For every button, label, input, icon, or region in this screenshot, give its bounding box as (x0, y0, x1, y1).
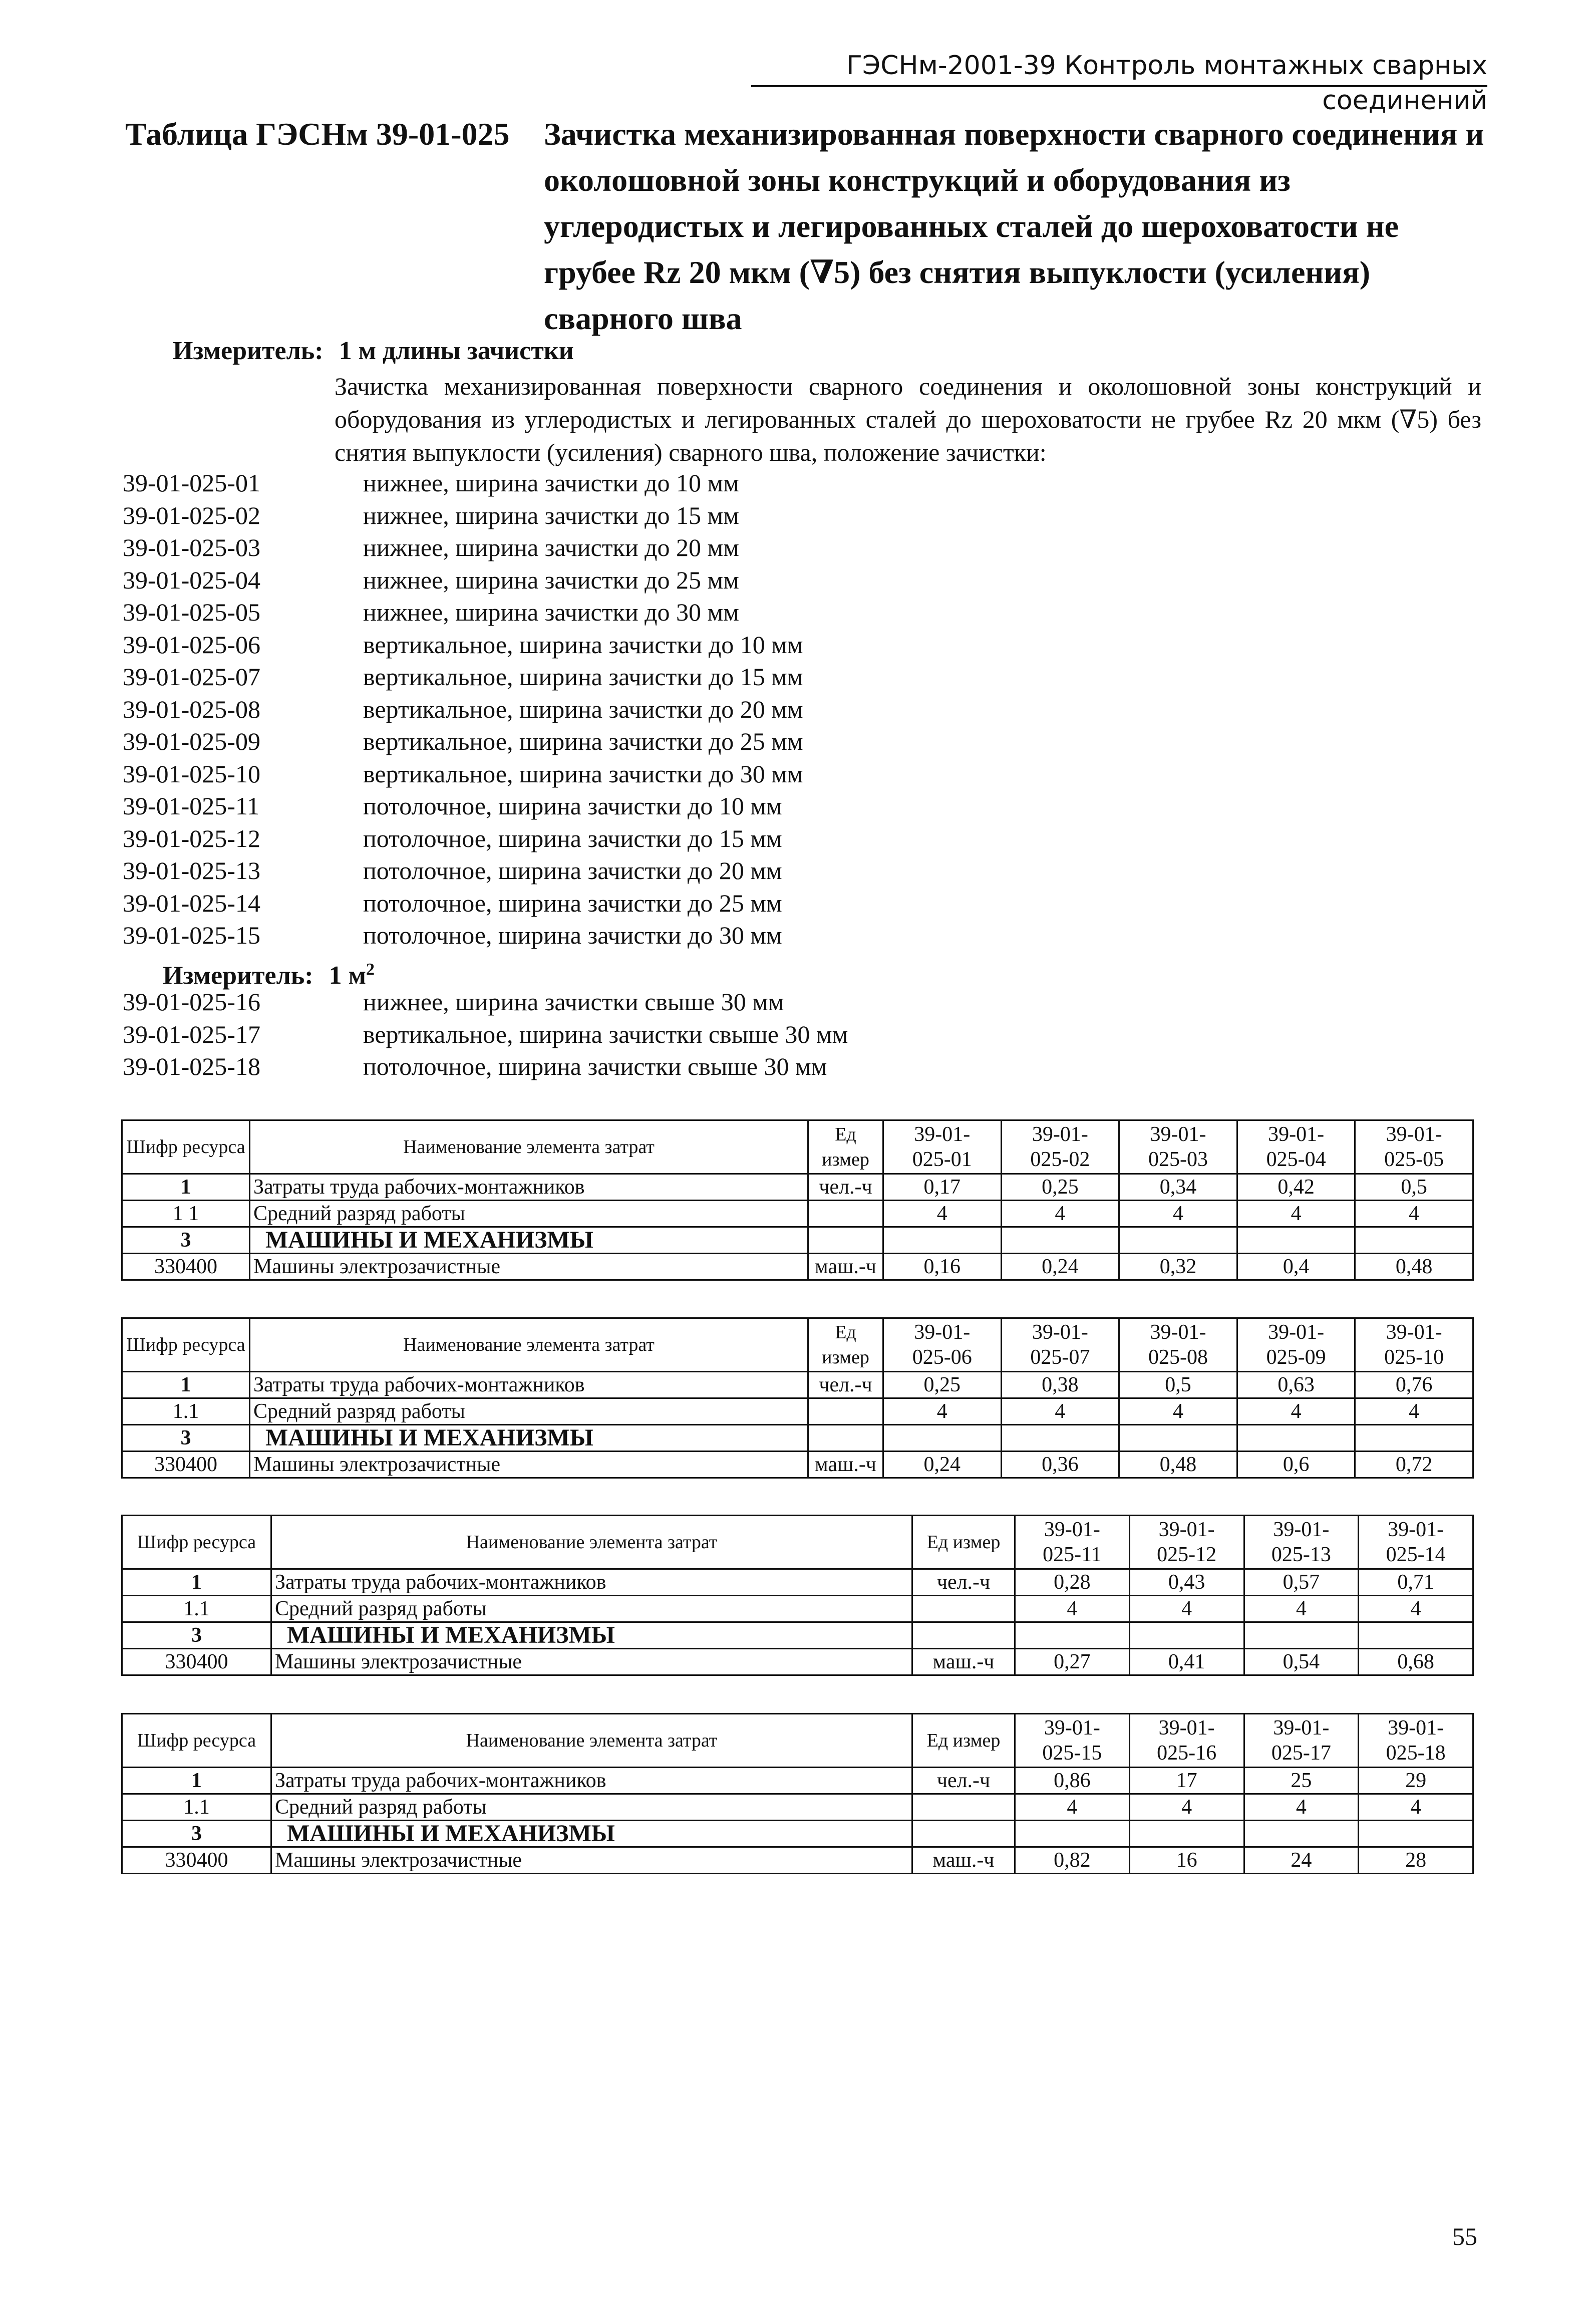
table-header-row (122, 1120, 1473, 1174)
code-number: 39-01-025-16 (123, 988, 260, 1016)
code-number: 39-01-025-15 (123, 921, 260, 949)
value-cell: 0,41 (1129, 1649, 1244, 1675)
header-unit: Ед измер (912, 1516, 1015, 1569)
code-number: 39-01-025-14 (123, 889, 260, 917)
code-number: 39-01-025-18 (123, 1052, 260, 1080)
table-row (122, 1622, 1473, 1649)
table-row (122, 1847, 1473, 1874)
cost-element-name: Средний разряд работы (250, 1398, 808, 1425)
unit-cell: маш.-ч (808, 1254, 883, 1280)
resource-code: 3 (122, 1622, 271, 1649)
value-cell (1355, 1425, 1473, 1452)
unit-cell (808, 1425, 883, 1452)
value-cell: 0,54 (1244, 1649, 1359, 1675)
header-resource-code: Шифр ресурса (122, 1516, 271, 1569)
value-cell: 4 (1355, 1398, 1473, 1425)
value-cell: 0,34 (1119, 1174, 1237, 1201)
unit-cell: маш.-ч (808, 1452, 883, 1478)
value-cell (1355, 1227, 1473, 1254)
table-header-row (122, 1714, 1473, 1768)
value-cell (883, 1425, 1002, 1452)
resource-code: 1.1 (122, 1794, 271, 1821)
measure-label: Измеритель: (173, 337, 324, 365)
table-row (122, 1398, 1473, 1425)
header-norm-code: 39-01- 025-12 (1129, 1516, 1244, 1569)
header-norm-code: 39-01- 025-09 (1237, 1318, 1355, 1372)
measure-label: Измеритель: (163, 961, 313, 990)
title-prefix: Таблица ГЭСНм 39-01-025 (125, 116, 510, 152)
code-list-2 (123, 986, 1525, 1083)
code-description: нижнее, ширина зачистки свыше 30 мм (363, 988, 784, 1016)
value-cell: 4 (1015, 1596, 1130, 1622)
value-cell: 0,82 (1015, 1847, 1130, 1874)
header-norm-code: 39-01- 025-18 (1359, 1714, 1473, 1768)
code-description: потолочное, ширина зачистки свыше 30 мм (363, 1052, 827, 1080)
code-number: 39-01-025-04 (123, 565, 260, 594)
header-norm-code: 39-01- 025-13 (1244, 1516, 1359, 1569)
value-cell: 0,36 (1001, 1452, 1119, 1478)
value-cell: 0,27 (1015, 1649, 1130, 1675)
intro-paragraph: Зачистка механизированная поверхности сварного соединения и околошовной зоны конструкций и оборудования из углеродистых и легированных сталей до шероховатости не грубее Rz 20 мкм (∇5) без снятия выпуклости (усиления) сварного шва, положение зачистки: (335, 372, 1481, 466)
value-cell: 0,24 (883, 1452, 1002, 1478)
value-cell: 0,5 (1119, 1372, 1237, 1398)
cost-element-name: Машины электрозачистные (250, 1254, 808, 1280)
code-row (123, 725, 1525, 758)
code-description: вертикальное, ширина зачистки свыше 30 мм (363, 1020, 848, 1048)
resource-table (121, 1317, 1474, 1479)
value-cell (1244, 1821, 1359, 1847)
table-row (122, 1254, 1473, 1280)
header-unit: Ед измер (808, 1120, 883, 1174)
value-cell (1015, 1622, 1130, 1649)
resource-code: 3 (122, 1425, 250, 1452)
measure-unit-1 (173, 335, 574, 368)
cost-element-name: Средний разряд работы (271, 1794, 912, 1821)
value-cell: 4 (1015, 1794, 1130, 1821)
unit-cell (912, 1596, 1015, 1622)
code-row (123, 758, 1525, 790)
unit-cell: чел.-ч (808, 1174, 883, 1201)
cost-element-name: Затраты труда рабочих-монтажников (271, 1569, 912, 1596)
resource-code: 1 (122, 1174, 250, 1201)
unit-cell: чел.-ч (808, 1372, 883, 1398)
code-description: потолочное, ширина зачистки до 10 мм (363, 792, 782, 820)
value-cell: 0,43 (1129, 1569, 1244, 1596)
code-row (123, 986, 1525, 1018)
code-number: 39-01-025-12 (123, 824, 260, 852)
value-cell: 4 (1119, 1398, 1237, 1425)
code-list (123, 467, 1525, 952)
value-cell: 0,28 (1015, 1569, 1130, 1596)
cost-element-name: МАШИНЫ И МЕХАНИЗМЫ (250, 1227, 808, 1254)
resource-table (121, 1515, 1474, 1676)
code-description: нижнее, ширина зачистки до 30 мм (363, 598, 739, 626)
value-cell: 28 (1359, 1847, 1473, 1874)
resource-code: 1 1 (122, 1201, 250, 1227)
page-number: 55 (1452, 2222, 1477, 2250)
value-cell (1359, 1821, 1473, 1847)
code-number: 39-01-025-06 (123, 630, 260, 659)
header-norm-code: 39-01- 025-03 (1119, 1120, 1237, 1174)
value-cell: 4 (1244, 1794, 1359, 1821)
cost-element-name: Затраты труда рабочих-монтажников (271, 1768, 912, 1794)
unit-cell (808, 1227, 883, 1254)
table-row (122, 1569, 1473, 1596)
code-row (123, 467, 1525, 499)
table-header-row (122, 1318, 1473, 1372)
value-cell: 4 (1001, 1201, 1119, 1227)
title-text: Зачистка механизированная поверхности сварного соединения и околошовной зоны конструкций и оборудования из углеродистых и легированных сталей до шероховатости не грубее Rz 20 мкм (∇5) без снятия выпуклости (усиления) сварного шва (544, 116, 1484, 336)
header-norm-code: 39-01- 025-10 (1355, 1318, 1473, 1372)
cost-element-name: Средний разряд работы (250, 1201, 808, 1227)
code-description: потолочное, ширина зачистки до 15 мм (363, 824, 782, 852)
table-row (122, 1768, 1473, 1794)
value-cell (1119, 1227, 1237, 1254)
value-cell: 0,16 (883, 1254, 1002, 1280)
code-number: 39-01-025-01 (123, 469, 260, 497)
code-row (123, 596, 1525, 629)
table-row (122, 1794, 1473, 1821)
resource-code: 1.1 (122, 1596, 271, 1622)
header-norm-code: 39-01- 025-05 (1355, 1120, 1473, 1174)
code-row (123, 1050, 1525, 1083)
value-cell: 4 (1359, 1794, 1473, 1821)
unit-cell (912, 1821, 1015, 1847)
value-cell (1001, 1425, 1119, 1452)
value-cell: 0,57 (1244, 1569, 1359, 1596)
table-row (122, 1174, 1473, 1201)
value-cell: 0,48 (1119, 1452, 1237, 1478)
value-cell: 0,42 (1237, 1174, 1355, 1201)
value-cell: 0,25 (883, 1372, 1002, 1398)
value-cell: 4 (1237, 1201, 1355, 1227)
value-cell: 17 (1129, 1768, 1244, 1794)
resource-code: 330400 (122, 1452, 250, 1478)
code-number: 39-01-025-13 (123, 856, 260, 885)
value-cell: 0,68 (1359, 1649, 1473, 1675)
value-cell: 0,86 (1015, 1768, 1130, 1794)
cost-element-name: Машины электрозачистные (271, 1649, 912, 1675)
value-cell: 4 (1129, 1596, 1244, 1622)
code-row (123, 564, 1525, 597)
code-number: 39-01-025-11 (123, 792, 260, 820)
value-cell: 4 (883, 1201, 1002, 1227)
value-cell: 29 (1359, 1768, 1473, 1794)
header-unit: Ед измер (912, 1714, 1015, 1768)
table-row (122, 1596, 1473, 1622)
resource-code: 330400 (122, 1254, 250, 1280)
value-cell: 0,76 (1355, 1372, 1473, 1398)
measure-value: 1 м длины зачистки (339, 337, 574, 365)
code-description: вертикальное, ширина зачистки до 25 мм (363, 727, 803, 755)
value-cell: 0,32 (1119, 1254, 1237, 1280)
value-cell (1129, 1821, 1244, 1847)
value-cell (1237, 1425, 1355, 1452)
code-row (123, 693, 1525, 726)
code-description: вертикальное, ширина зачистки до 30 мм (363, 759, 803, 788)
header-norm-code: 39-01- 025-15 (1015, 1714, 1130, 1768)
measure-value: 1 м (329, 961, 367, 990)
value-cell: 4 (1001, 1398, 1119, 1425)
value-cell: 0,5 (1355, 1174, 1473, 1201)
code-row (123, 1018, 1525, 1051)
header-resource-code: Шифр ресурса (122, 1318, 250, 1372)
value-cell: 0,63 (1237, 1372, 1355, 1398)
header-norm-code: 39-01- 025-11 (1015, 1516, 1130, 1569)
resource-code: 1 (122, 1372, 250, 1398)
unit-cell: чел.-ч (912, 1569, 1015, 1596)
value-cell: 0,71 (1359, 1569, 1473, 1596)
value-cell (1129, 1622, 1244, 1649)
table-row (122, 1227, 1473, 1254)
code-number: 39-01-025-02 (123, 501, 260, 529)
cost-element-name: МАШИНЫ И МЕХАНИЗМЫ (250, 1425, 808, 1452)
table-row (122, 1649, 1473, 1675)
unit-cell (808, 1398, 883, 1425)
resource-code: 330400 (122, 1847, 271, 1874)
value-cell (1244, 1622, 1359, 1649)
value-cell: 4 (1119, 1201, 1237, 1227)
code-row (123, 790, 1525, 822)
header-norm-code: 39-01- 025-08 (1119, 1318, 1237, 1372)
cost-element-name: МАШИНЫ И МЕХАНИЗМЫ (271, 1622, 912, 1649)
table-row (122, 1425, 1473, 1452)
value-cell (1015, 1821, 1130, 1847)
code-row (123, 822, 1525, 855)
unit-cell (808, 1201, 883, 1227)
table-row (122, 1821, 1473, 1847)
table-row (122, 1452, 1473, 1478)
value-cell: 4 (1129, 1794, 1244, 1821)
unit-cell: маш.-ч (912, 1649, 1015, 1675)
cost-element-name: Машины электрозачистные (271, 1847, 912, 1874)
table-header-row (122, 1516, 1473, 1569)
header-resource-code: Шифр ресурса (122, 1120, 250, 1174)
code-number: 39-01-025-08 (123, 695, 260, 723)
value-cell (1237, 1227, 1355, 1254)
cost-element-name: Затраты труда рабочих-монтажников (250, 1174, 808, 1201)
value-cell: 16 (1129, 1847, 1244, 1874)
header-norm-code: 39-01- 025-02 (1001, 1120, 1119, 1174)
header-unit: Ед измер (808, 1318, 883, 1372)
value-cell: 4 (883, 1398, 1002, 1425)
resource-table (121, 1119, 1474, 1281)
header-resource-code: Шифр ресурса (122, 1714, 271, 1768)
value-cell: 0,24 (1001, 1254, 1119, 1280)
value-cell (1359, 1622, 1473, 1649)
code-description: вертикальное, ширина зачистки до 10 мм (363, 630, 803, 659)
value-cell: 0,6 (1237, 1452, 1355, 1478)
value-cell: 4 (1237, 1398, 1355, 1425)
code-row (123, 887, 1525, 920)
code-description: нижнее, ширина зачистки до 25 мм (363, 565, 739, 594)
table-row (122, 1372, 1473, 1398)
code-number: 39-01-025-03 (123, 533, 260, 561)
value-cell: 25 (1244, 1768, 1359, 1794)
table-row (122, 1201, 1473, 1227)
code-number: 39-01-025-05 (123, 598, 260, 626)
code-row (123, 661, 1525, 693)
value-cell: 0,72 (1355, 1452, 1473, 1478)
code-row (123, 629, 1525, 661)
header-rule (751, 85, 1487, 87)
resource-code: 1 (122, 1569, 271, 1596)
code-description: нижнее, ширина зачистки до 10 мм (363, 469, 739, 497)
cost-element-name: Затраты труда рабочих-монтажников (250, 1372, 808, 1398)
value-cell: 4 (1244, 1596, 1359, 1622)
cost-element-name: МАШИНЫ И МЕХАНИЗМЫ (271, 1821, 912, 1847)
header-cost-element: Наименование элемента затрат (250, 1318, 808, 1372)
measure-superscript: 2 (366, 960, 375, 979)
value-cell: 0,4 (1237, 1254, 1355, 1280)
unit-cell (912, 1622, 1015, 1649)
value-cell: 0,25 (1001, 1174, 1119, 1201)
header-norm-code: 39-01- 025-04 (1237, 1120, 1355, 1174)
value-cell: 4 (1359, 1596, 1473, 1622)
value-cell (883, 1227, 1002, 1254)
resource-code: 1.1 (122, 1398, 250, 1425)
code-row (123, 919, 1525, 952)
unit-cell: чел.-ч (912, 1768, 1015, 1794)
code-row (123, 854, 1525, 887)
header-cost-element: Наименование элемента затрат (250, 1120, 808, 1174)
code-description: нижнее, ширина зачистки до 15 мм (363, 501, 739, 529)
cost-element-name: Средний разряд работы (271, 1596, 912, 1622)
header-cost-element: Наименование элемента затрат (271, 1714, 912, 1768)
header-cost-element: Наименование элемента затрат (271, 1516, 912, 1569)
code-description: потолочное, ширина зачистки до 25 мм (363, 889, 782, 917)
code-description: вертикальное, ширина зачистки до 20 мм (363, 695, 803, 723)
resource-code: 330400 (122, 1649, 271, 1675)
header-norm-code: 39-01- 025-14 (1359, 1516, 1473, 1569)
unit-cell (912, 1794, 1015, 1821)
resource-code: 3 (122, 1821, 271, 1847)
running-header: ГЭСНм-2001-39 Контроль монтажных сварных соединений (846, 51, 1487, 116)
code-description: вертикальное, ширина зачистки до 15 мм (363, 663, 803, 691)
value-cell (1119, 1425, 1237, 1452)
resource-code: 1 (122, 1768, 271, 1794)
value-cell: 0,17 (883, 1174, 1002, 1201)
value-cell (1001, 1227, 1119, 1254)
unit-cell: маш.-ч (912, 1847, 1015, 1874)
code-number: 39-01-025-07 (123, 663, 260, 691)
value-cell: 4 (1355, 1201, 1473, 1227)
header-norm-code: 39-01- 025-17 (1244, 1714, 1359, 1768)
resource-code: 3 (122, 1227, 250, 1254)
code-number: 39-01-025-17 (123, 1020, 260, 1048)
code-number: 39-01-025-10 (123, 759, 260, 788)
header-norm-code: 39-01- 025-01 (883, 1120, 1002, 1174)
value-cell: 24 (1244, 1847, 1359, 1874)
value-cell: 0,38 (1001, 1372, 1119, 1398)
header-norm-code: 39-01- 025-16 (1129, 1714, 1244, 1768)
code-description: потолочное, ширина зачистки до 20 мм (363, 856, 782, 885)
code-description: потолочное, ширина зачистки до 30 мм (363, 921, 782, 949)
cost-element-name: Машины электрозачистные (250, 1452, 808, 1478)
code-row (123, 531, 1525, 564)
value-cell: 0,48 (1355, 1254, 1473, 1280)
code-description: нижнее, ширина зачистки до 20 мм (363, 533, 739, 561)
code-number: 39-01-025-09 (123, 727, 260, 755)
resource-table (121, 1713, 1474, 1874)
header-norm-code: 39-01- 025-07 (1001, 1318, 1119, 1372)
code-row (123, 499, 1525, 532)
header-norm-code: 39-01- 025-06 (883, 1318, 1002, 1372)
